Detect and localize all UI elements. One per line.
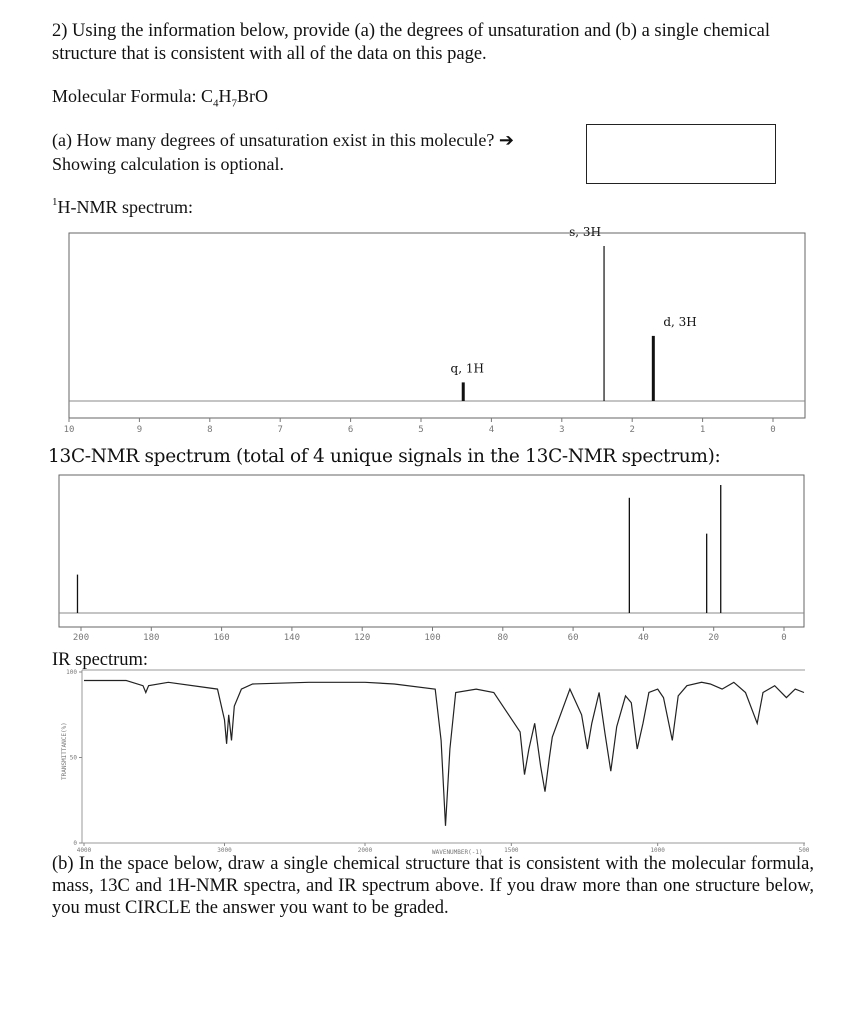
cnmr-tick-label: 120: [354, 633, 371, 643]
ir-trace: [84, 681, 804, 826]
formula-h: H: [218, 86, 232, 106]
cnmr-tick-label: 160: [213, 633, 230, 643]
ir-y-tick-label: 100: [66, 669, 77, 676]
hnmr-peak-label: q, 1H: [450, 361, 484, 376]
hnmr-heading-sup: 1: [52, 196, 58, 208]
hnmr-tick-label: 5: [418, 425, 424, 435]
ir-x-tick-label: 3000: [217, 847, 232, 854]
hnmr-tick-label: 1: [699, 425, 706, 435]
hnmr-tick-label: 8: [207, 425, 213, 435]
cnmr-tick-label: 80: [497, 633, 509, 643]
cnmr-tick-label: 100: [424, 633, 441, 643]
hnmr-tick-label: 2: [629, 425, 635, 435]
hnmr-tick-label: 4: [488, 425, 495, 435]
ir-x-tick-label: 2000: [357, 847, 373, 854]
ir-x-tick-label: 500: [798, 847, 810, 854]
ir-y-tick-label: 0: [73, 840, 77, 847]
part-a-line-1: (a) How many degrees of unsaturation exist in this molecule? ➔: [52, 130, 514, 150]
ir-x-tick-label: 4000: [76, 847, 92, 854]
cnmr-ticks: [73, 627, 787, 643]
ir-y-axis-label: TRANSMITTANCE(%): [61, 722, 68, 780]
cnmr-frame: [59, 475, 804, 627]
formula-c-count: 4: [212, 97, 219, 110]
hnmr-peak-label: d, 3H: [663, 314, 697, 329]
hnmr-peak: [603, 246, 604, 401]
cnmr-peaks: [77, 485, 720, 613]
hnmr-peak-label: s, 3H: [569, 225, 602, 239]
cnmr-tick-label: 180: [143, 633, 160, 643]
part-a-line-2: Showing calculation is optional.: [52, 154, 284, 174]
ir-x-axis-label: WAVENUMBER(-1): [432, 849, 483, 856]
cnmr-tick-label: 200: [72, 633, 90, 643]
part-b-question: (b) In the space below, draw a single chemical structure that is consistent with the molecular formula, mass, 13C and 1H-NMR spectra, and IR spectrum above. If you draw more than one structure below, you must CIRCLE the answer you want to be graded.: [52, 854, 814, 918]
cnmr-tick-label: 40: [637, 633, 649, 643]
hnmr-tick-label: 6: [347, 425, 354, 435]
cnmr-tick-label: 140: [283, 633, 301, 643]
cnmr-tick-label: 0: [781, 633, 787, 643]
hnmr-tick-label: 7: [277, 425, 283, 435]
ir-x-tick-label: 1500: [504, 847, 519, 854]
ir-y-tick-label: 50: [69, 754, 77, 762]
hnmr-tick-label: 9: [136, 425, 143, 435]
hnmr-tick-label: 10: [63, 425, 75, 435]
hnmr-heading-text: H-NMR spectrum:: [57, 197, 193, 217]
cnmr-tick-label: 20: [708, 633, 720, 643]
ir-x-tick-label: 1000: [650, 847, 665, 854]
formula-h-count: 7: [231, 97, 237, 110]
ir-heading: IR spectrum:: [52, 650, 149, 670]
hnmr-tick-label: 3: [559, 425, 565, 435]
ir-ticks: [66, 669, 810, 854]
formula-c: C: [200, 86, 213, 106]
hnmr-peaks: [451, 225, 697, 401]
hnmr-ticks: [64, 418, 776, 435]
question-prompt: 2) Using the information below, provide (a) the degrees of unsaturation and (b) a single chemical structure that is consistent with all of the data on this page.: [52, 21, 771, 64]
hnmr-peak: [462, 382, 465, 401]
cnmr-heading: 13C-NMR spectrum (total of 4 unique signals in the 13C-NMR spectrum):: [48, 446, 721, 467]
hnmr-peak: [652, 336, 655, 401]
formula-label: Molecular Formula:: [52, 86, 201, 106]
formula-rest: BrO: [236, 86, 268, 106]
cnmr-tick-label: 60: [567, 633, 579, 643]
hnmr-tick-label: 0: [770, 425, 776, 435]
